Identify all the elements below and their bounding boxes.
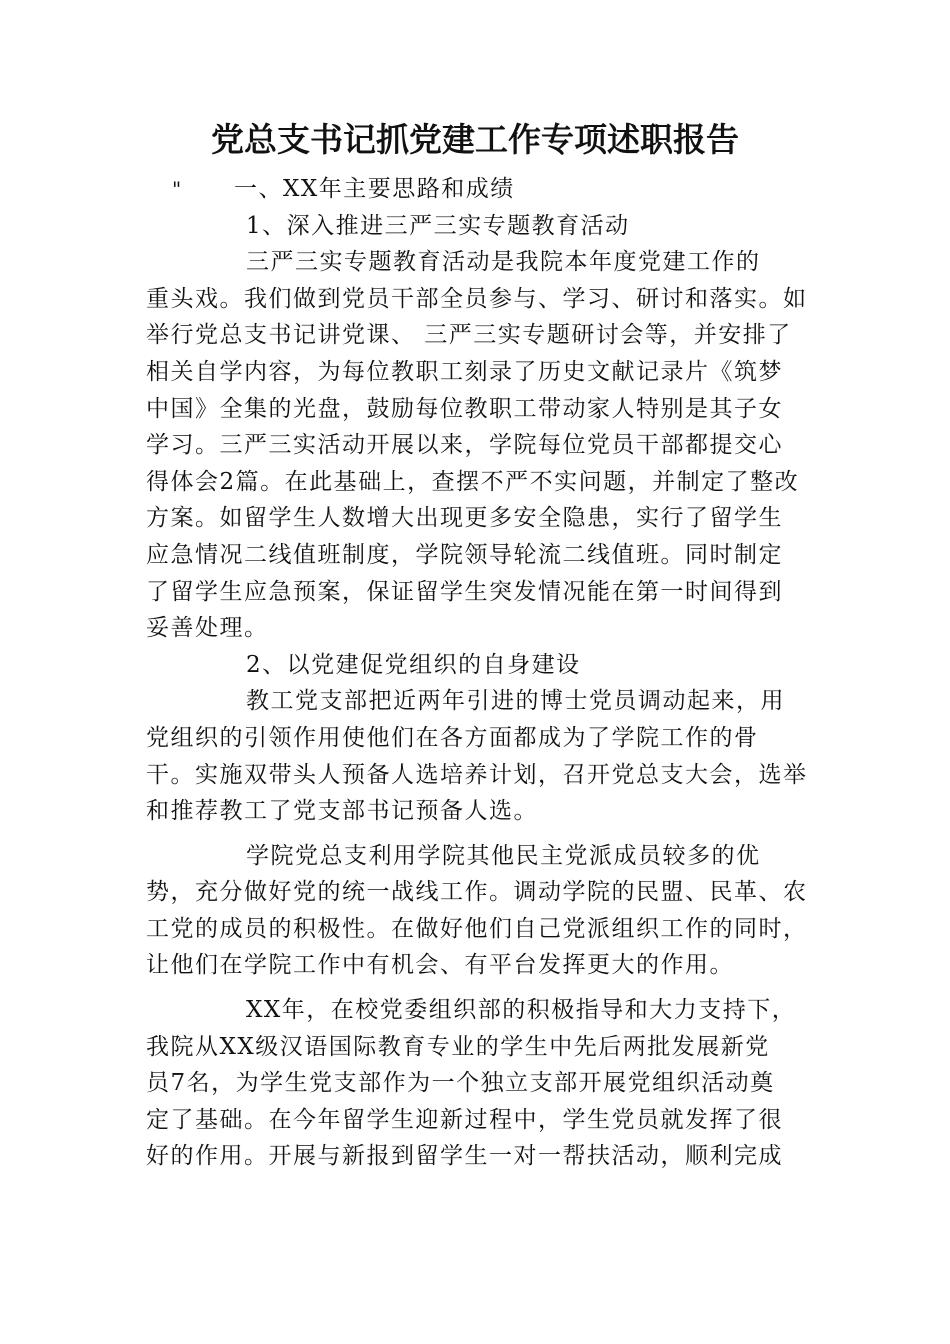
paragraph [146, 992, 806, 1175]
heading-level-1-text: 一、XX年主要思路和成绩 [234, 176, 515, 202]
paragraph-line: 了留学生应急预案，保证留学生突发情况能在第一时间得到 [146, 578, 783, 605]
paragraph-line: 势，充分做好党的统一战线工作。调动学院的民盟、民革、农 [146, 879, 808, 906]
paragraph-line: 妥善处理。 [146, 615, 269, 642]
paragraph-line: 和推荐教工了党支部书记预备人选。 [146, 798, 538, 825]
paragraph-line: 中国》全集的光盘，鼓励每位教职工带动家人特别是其子女 [146, 395, 783, 422]
paragraph-line: 方案。如留学生人数增大出现更多安全隐患，实行了留学生 [146, 505, 783, 532]
paragraph-gap [146, 830, 806, 838]
paragraph-line: 重头戏。我们做到党员干部全员参与、学习、研讨和落实。如 [146, 285, 808, 312]
paragraph-line: 员7名，为学生党支部作为一个独立支部开展党组织活动奠 [146, 1070, 775, 1097]
paragraph-line: 党组织的引领作用使他们在各方面都成为了学院工作的骨 [146, 724, 759, 751]
paragraph-line: 干。实施双带头人预备人选培养计划，召开党总支大会，选举 [146, 761, 808, 788]
paragraph-line: 三严三实专题教育活动是我院本年度党建工作的 [246, 249, 761, 276]
stray-quote-mark: " [172, 177, 183, 201]
paragraph-line: XX年，在校党委组织部的积极指导和大力支持下， [246, 997, 797, 1024]
paragraph-line: 学习。三严三实活动开展以来，学院每位党员干部都提交心 [146, 432, 783, 459]
paragraph-line: 定了基础。在今年留学生迎新过程中，学生党员就发挥了很 [146, 1106, 783, 1133]
document-title: 党总支书记抓党建工作专项述职报告 [211, 120, 739, 159]
paragraph-line: 应急情况二线值班制度，学院领导轮流二线值班。同时制定 [146, 541, 783, 568]
paragraph-line: 让他们在学院工作中有机会、有平台发挥更大的作用。 [146, 952, 734, 979]
paragraph [146, 244, 806, 647]
paragraph [146, 838, 806, 984]
document-body [146, 171, 806, 1175]
paragraph-line: 学院党总支利用学院其他民主党派成员较多的优 [246, 842, 761, 869]
paragraph [146, 683, 806, 829]
paragraph-line: 相关自学内容，为每位教职工刻录了历史文献记录片《筑梦 [146, 358, 783, 385]
paragraph-line: 教工党支部把近两年引进的博士党员调动起来，用 [246, 688, 785, 715]
paragraph-gap [146, 984, 806, 992]
paragraph-line: 我院从XX级汉语国际教育专业的学生中先后两批发展新党 [146, 1033, 770, 1060]
paragraph-line: 得体会2篇。在此基础上，查摆不严不实问题，并制定了整改 [146, 468, 800, 495]
section-heading: 2、以党建促党组织的自身建设 [246, 651, 581, 678]
paragraph-line: 举行党总支书记讲党课、 三严三实专题研讨会等，并安排了 [146, 322, 792, 349]
paragraph-line: 工党的成员的积极性。在做好他们自己党派组织工作的同时， [146, 915, 808, 942]
section-heading: 1、深入推进三严三实专题教育活动 [246, 212, 630, 239]
paragraph-line: 好的作用。开展与新报到留学生一对一帮扶活动，顺利完成 [146, 1143, 783, 1170]
heading-level-1 [146, 171, 806, 208]
